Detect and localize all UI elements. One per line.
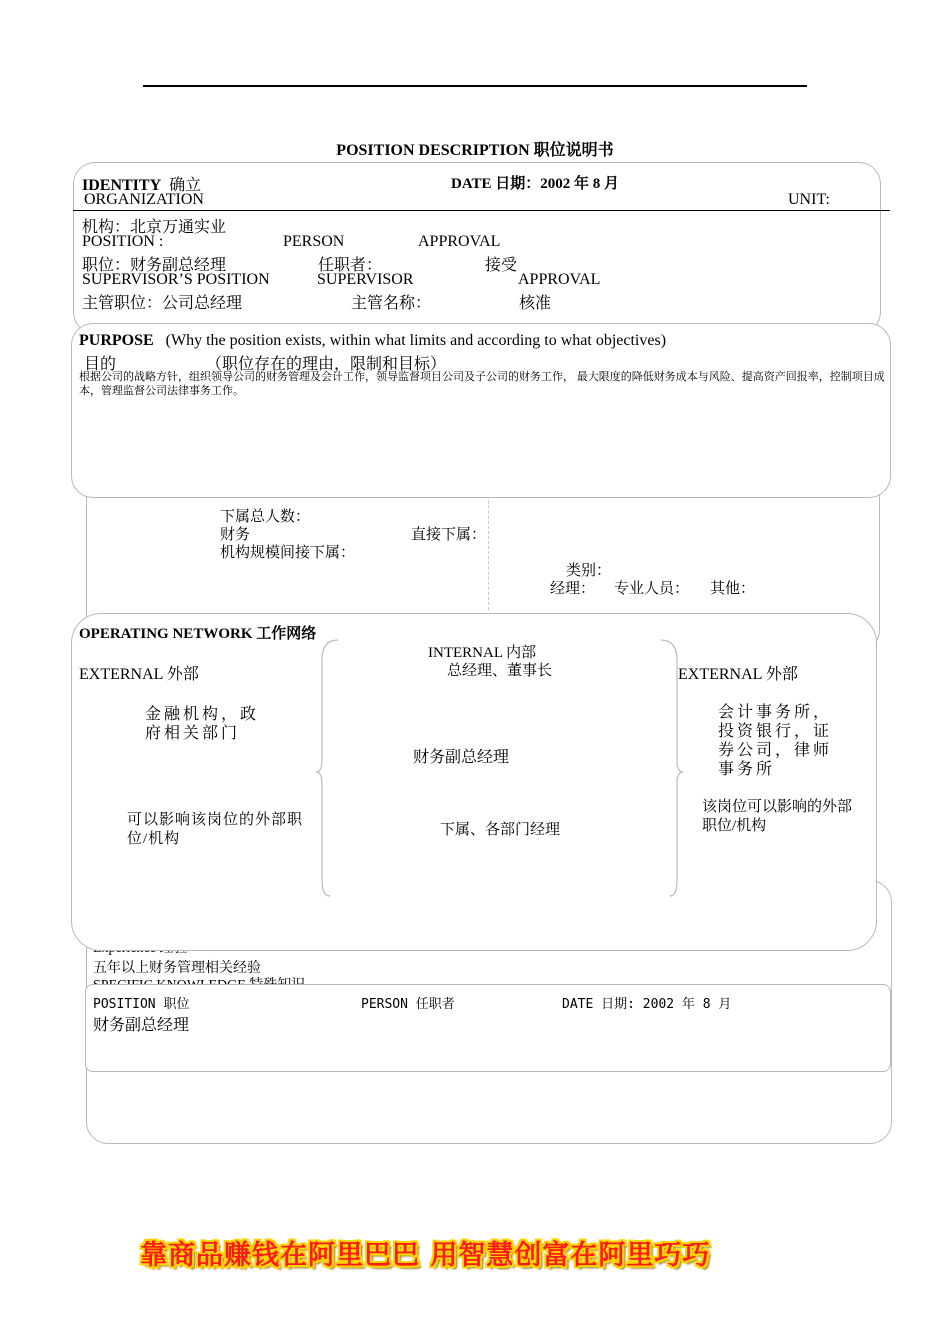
left-external-orgs: 金融机构，政府相关部门 xyxy=(145,706,260,742)
experience-value: 五年以上财务管理相关经验 xyxy=(93,961,261,976)
organization-value: 机构：北京万通实业 xyxy=(82,219,227,236)
identity-label: IDENTITY 确立 xyxy=(82,177,202,194)
identity-divider xyxy=(73,210,890,211)
position-label: POSITION : xyxy=(82,233,164,250)
footer-position-label: POSITION 职位 xyxy=(93,997,190,1012)
internal-label: INTERNAL 内部 xyxy=(428,645,537,661)
others-label: 其他： xyxy=(710,581,756,597)
organization-label: ORGANIZATION xyxy=(84,191,204,208)
approval2-value: 核准 xyxy=(519,295,552,312)
person-label: PERSON xyxy=(283,233,345,250)
footer-position-value: 财务副总经理 xyxy=(93,1017,190,1034)
approval-value: 接受 xyxy=(485,257,518,274)
external-left-label: EXTERNAL 外部 xyxy=(79,666,199,683)
supervisor-position-value: 主管职位：公司总经理 xyxy=(82,295,243,312)
direct-reports-label: 直接下属： xyxy=(411,527,487,543)
purpose-header-cn: 目的 （职位存在的理由，限制和目标） xyxy=(84,356,447,373)
right-influence-note: 该岗位可以影响的外部职位/机构 xyxy=(702,799,853,834)
approval-label: APPROVAL xyxy=(418,233,501,250)
external-right-label: EXTERNAL 外部 xyxy=(678,666,798,683)
supervisor-position-label: SUPERVISOR’S POSITION xyxy=(82,271,270,288)
purpose-text: 根据公司的战略方针，组织领导公司的财务管理及会计工作，领导监督项目公司及子公司的财务工作， 最大限度的降低财务成本与风险、提高资产回报率，控制项目成本，管理监督公司法律事务工作。 xyxy=(79,371,885,397)
footer-person-label: PERSON 任职者 xyxy=(361,997,455,1012)
top-rule xyxy=(143,85,807,87)
position-value: 职位：财务副总经理 xyxy=(82,257,227,274)
promo-banner: 靠商品赚钱在阿里巴巴 用智慧创富在阿里巧巧 xyxy=(140,1240,711,1271)
footer-box xyxy=(85,984,891,1072)
left-influence-note: 可以影响该岗位的外部职位/机构 xyxy=(127,812,304,847)
unit-label: UNIT: xyxy=(788,191,830,208)
professionals-label: 专业人员： xyxy=(614,581,690,597)
top-internal: 总经理、董事长 xyxy=(447,663,553,679)
supervisor-value: 主管名称： xyxy=(351,295,432,312)
center-position: 财务副总经理 xyxy=(413,749,510,766)
indirect-reports-label: 机构规模间接下属： xyxy=(220,545,356,561)
category-label: 类别： xyxy=(566,563,612,579)
purpose-header: PURPOSE (Why the position exists, within what limits and according to what objectives) xyxy=(79,332,667,349)
identity-date: DATE 日期：2002 年 8 月 xyxy=(451,176,620,192)
bottom-internal: 下属、各部门经理 xyxy=(440,822,561,838)
right-external-orgs: 会计事务所，投资银行，证券公司，律师事务所 xyxy=(718,704,833,778)
supervisor-label: SUPERVISOR xyxy=(317,271,414,288)
network-title: OPERATING NETWORK 工作网络 xyxy=(79,626,317,642)
finance-label: 财务 xyxy=(220,527,251,543)
footer-date-label: DATE 日期: 2002 年 8 月 xyxy=(562,997,732,1012)
managers-label: 经理： xyxy=(550,581,596,597)
approval2-label: APPROVAL xyxy=(518,271,601,288)
total-staff-label: 下属总人数： xyxy=(220,509,311,525)
person-value: 任职者： xyxy=(318,257,383,274)
page-title: POSITION DESCRIPTION 职位说明书 xyxy=(336,142,614,159)
